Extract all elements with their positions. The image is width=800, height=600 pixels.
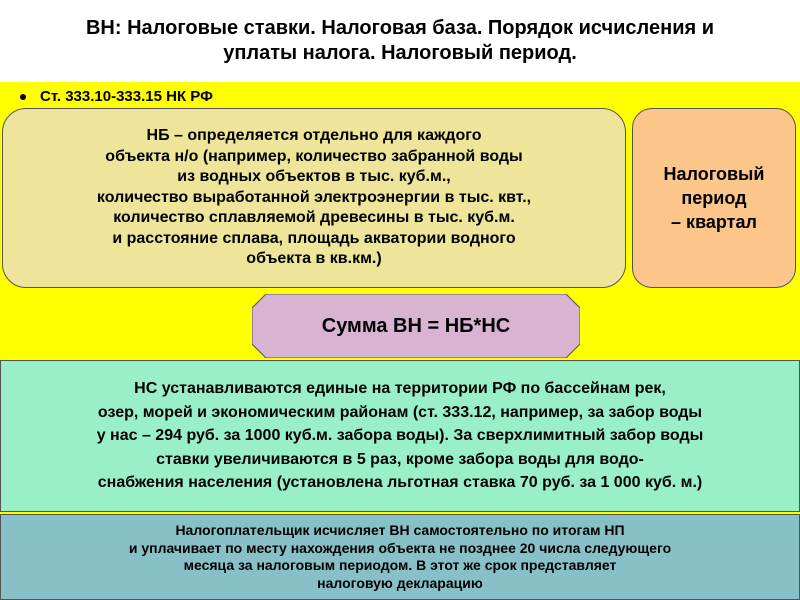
payment-order-box: Налогоплательщик исчисляет ВН самостоятельно по итогам НП и уплачивает по месту нахождения объекта не позднее 20 числа следующего месяца за налоговым периодом. В этот же срок представляет налоговую декларацию: [0, 514, 800, 600]
tax-base-box: НБ – определяется отдельно для каждого объекта н/о (например, количество забранной воды из водных объектов в тыс. куб.м., количество выработанной электроэнергии в тыс. квт., количество сплавляемой древесины в тыс. куб.м. и расстояние сплава, площадь акватории водного объекта в кв.км.): [2, 108, 626, 288]
bullet-dot-icon: [20, 94, 26, 100]
formula-text: Сумма ВН = НБ*НС: [321, 314, 511, 337]
bullet-text: Ст. 333.10-333.15 НК РФ: [40, 88, 213, 105]
bullet-item: [20, 88, 213, 106]
tax-rates-box: НС устанавливаются единые на территории РФ по бассейнам рек, озер, морей и экономическим районам (ст. 333.12, например, за забор воды у нас – 294 руб. за 1000 куб.м. забора воды). За сверхлимитный забор воды ставки увеличиваются в 5 раз, кроме забора воды для водо- снабжения населения (установлена льготная ставка 70 руб. за 1 000 куб. м.): [0, 360, 800, 512]
slide-title: ВН: Налоговые ставки. Налоговая база. Порядок исчисления и уплаты налога. Налоговый период.: [0, 0, 800, 82]
formula-box: [252, 294, 580, 358]
tax-period-box: Налоговый период – квартал: [632, 108, 796, 288]
